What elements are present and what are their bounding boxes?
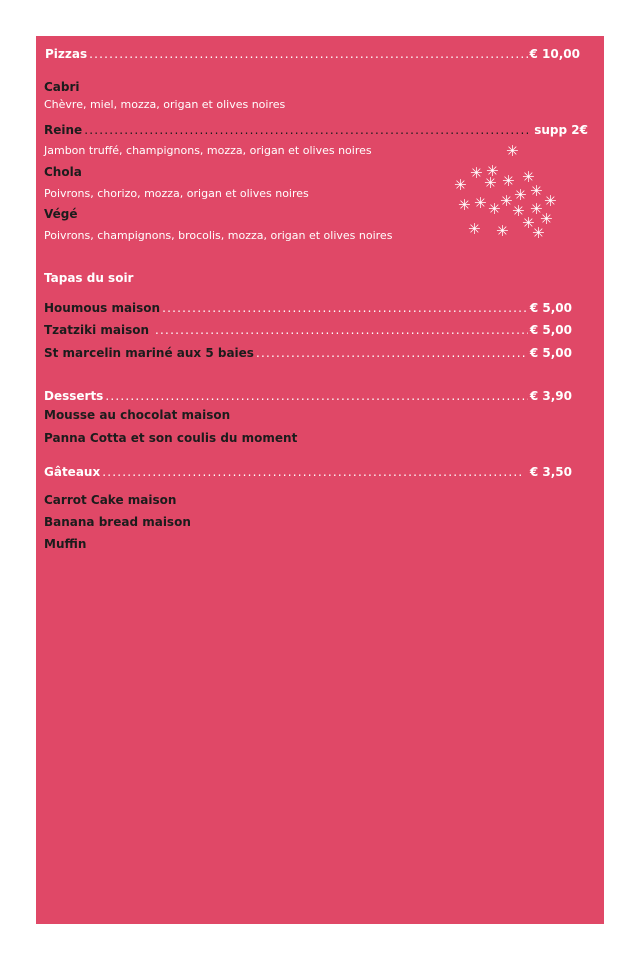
dot-leader bbox=[89, 47, 527, 61]
tapas-item-name: St marcelin mariné aux 5 baies bbox=[44, 346, 254, 360]
pizza-desc-reine: Jambon truffé, champignons, mozza, origan et olives noires bbox=[44, 144, 372, 157]
dot-leader bbox=[256, 346, 528, 360]
pizza-name-cabri: Cabri bbox=[44, 80, 80, 94]
tapas-item-price: € 5,00 bbox=[529, 346, 572, 360]
tapas-row bbox=[44, 323, 572, 337]
pizzas-header: Pizzas bbox=[45, 47, 88, 61]
dot-leader bbox=[155, 323, 528, 337]
dessert-item: Panna Cotta et son coulis du moment bbox=[44, 431, 298, 445]
gateaux-header-row bbox=[44, 465, 572, 479]
tapas-item-name: Houmous maison bbox=[44, 301, 161, 315]
tapas-item-name: Tzatziki maison bbox=[44, 323, 150, 337]
sparkle-stars-icon: ✳ ✳ ✳ ✳ ✳ ✳ ✳ ✳ ✳ ✳ ✳ ✳ ✳ ✳ ✳ ✳ ✳ ✳ ✳ ✳ ✳ bbox=[454, 142, 557, 242]
pizza-name-reine: Reine bbox=[44, 123, 83, 137]
pizza-desc-vege: Poivrons, champignons, brocolis, mozza, origan et olives noires bbox=[44, 229, 393, 242]
gateaux-price: € 3,50 bbox=[529, 465, 572, 479]
desserts-header: Desserts bbox=[44, 389, 104, 403]
gateau-item: Banana bread maison bbox=[44, 515, 191, 529]
tapas-row bbox=[44, 346, 572, 360]
dot-leader bbox=[105, 389, 528, 403]
dessert-item: Mousse au chocolat maison bbox=[44, 408, 231, 422]
tapas-item-price: € 5,00 bbox=[529, 301, 572, 315]
gateau-item: Carrot Cake maison bbox=[44, 493, 177, 507]
pizza-desc-chola: Poivrons, chorizo, mozza, origan et olives noires bbox=[44, 187, 309, 200]
pizza-supplement-reine: supp 2€ bbox=[534, 123, 588, 137]
pizza-name-chola: Chola bbox=[44, 165, 82, 179]
dot-leader bbox=[162, 301, 528, 315]
tapas-row bbox=[44, 301, 572, 315]
gateaux-header: Gâteaux bbox=[44, 465, 101, 479]
dot-leader bbox=[84, 123, 528, 137]
pizza-row-reine bbox=[44, 123, 588, 137]
menu-panel bbox=[36, 36, 604, 924]
desserts-header-row bbox=[44, 389, 572, 403]
pizza-desc-cabri: Chèvre, miel, mozza, origan et olives noires bbox=[44, 98, 286, 111]
pizzas-header-row bbox=[45, 47, 580, 61]
dot-leader bbox=[102, 465, 522, 479]
tapas-item-price: € 5,00 bbox=[529, 323, 572, 337]
tapas-header: Tapas du soir bbox=[44, 271, 134, 285]
gateau-item: Muffin bbox=[44, 537, 87, 551]
pizzas-price: € 10,00 bbox=[529, 47, 580, 61]
desserts-price: € 3,90 bbox=[529, 389, 572, 403]
pizza-name-vege: Végé bbox=[44, 207, 78, 221]
